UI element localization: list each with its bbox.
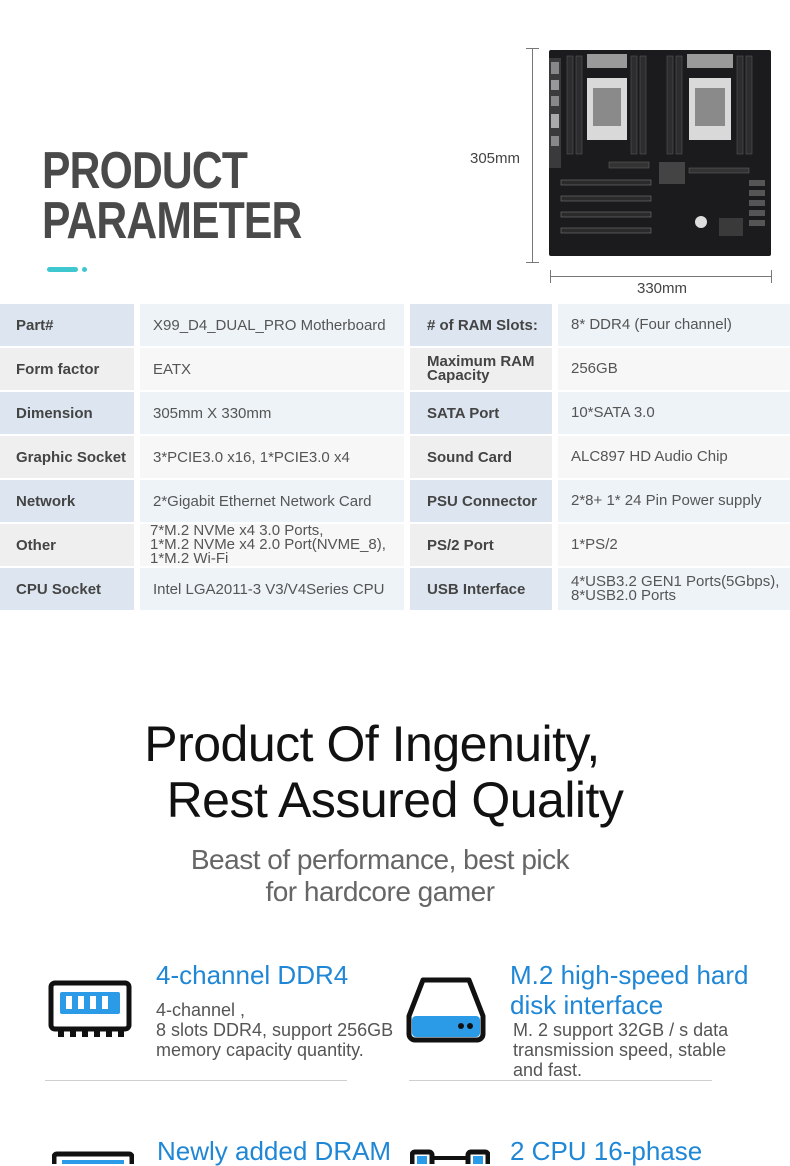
spec-label: SATA Port bbox=[410, 392, 552, 434]
spec-value: X99_D4_DUAL_PRO Motherboard bbox=[140, 304, 404, 346]
width-dimension-cap-left bbox=[550, 270, 551, 283]
ram-icon bbox=[48, 980, 132, 1038]
title-line-2: PARAMETER bbox=[42, 192, 302, 250]
spec-value: 2*Gigabit Ethernet Network Card bbox=[140, 480, 404, 522]
spec-label: CPU Socket bbox=[0, 568, 134, 610]
title-accent-dot bbox=[82, 267, 87, 272]
width-label: 330mm bbox=[637, 280, 688, 297]
title-line-1: PRODUCT bbox=[42, 142, 248, 200]
spec-value: 2*8+ 1* 24 Pin Power supply bbox=[558, 480, 790, 522]
table-row bbox=[0, 348, 790, 392]
section-title bbox=[42, 142, 358, 250]
heading-line-2: Rest Assured Quality bbox=[166, 772, 624, 828]
table-row bbox=[0, 480, 790, 524]
heading-line-1: Product Of Ingenuity, bbox=[144, 716, 600, 772]
spec-value: 7*M.2 NVMe x4 3.0 Ports, 1*M.2 NVMe x4 2.0 Port(NVME_8), 1*M.2 Wi-Fi bbox=[140, 524, 404, 566]
spec-label: Form factor bbox=[0, 348, 134, 390]
feature-title: Newly added DRAM bbox=[157, 1136, 392, 1166]
spec-label: # of RAM Slots: bbox=[410, 304, 552, 346]
feature-description: 4-channel , 8 slots DDR4, support 256GB memory capacity quantity. bbox=[156, 1000, 394, 1060]
height-dimension-cap-top bbox=[526, 48, 539, 49]
height-dimension-line bbox=[532, 48, 533, 262]
spec-value: 8* DDR4 (Four channel) bbox=[558, 304, 790, 346]
spec-label: Graphic Socket bbox=[0, 436, 134, 478]
spec-value: EATX bbox=[140, 348, 404, 390]
spec-label: PSU Connector bbox=[410, 480, 552, 522]
spec-label: PS/2 Port bbox=[410, 524, 552, 566]
spec-value: 10*SATA 3.0 bbox=[558, 392, 790, 434]
spec-value: 256GB bbox=[558, 348, 790, 390]
spec-label: Other bbox=[0, 524, 134, 566]
width-dimension-cap-right bbox=[771, 270, 772, 283]
table-row bbox=[0, 436, 790, 480]
spec-value: 305mm X 330mm bbox=[140, 392, 404, 434]
spec-label: Maximum RAM Capacity bbox=[410, 348, 552, 390]
dram-icon bbox=[52, 1150, 134, 1164]
feature-divider bbox=[45, 1080, 347, 1081]
table-row bbox=[0, 304, 790, 348]
feature-title: M.2 high-speed hard disk interface bbox=[510, 960, 749, 1020]
motherboard-image bbox=[549, 50, 771, 256]
spec-value: 3*PCIE3.0 x16, 1*PCIE3.0 x4 bbox=[140, 436, 404, 478]
title-accent-bar bbox=[47, 267, 78, 272]
spec-label: Network bbox=[0, 480, 134, 522]
spec-label: Part# bbox=[0, 304, 134, 346]
feature-title: 2 CPU 16-phase bbox=[510, 1136, 703, 1166]
table-row bbox=[0, 392, 790, 436]
spec-value: ALC897 HD Audio Chip bbox=[558, 436, 790, 478]
height-label: 305mm bbox=[470, 150, 521, 167]
tagline-line-2: for hardcore gamer bbox=[265, 876, 495, 907]
width-dimension-line bbox=[550, 276, 771, 277]
tagline-line-1: Beast of performance, best pick bbox=[190, 844, 570, 875]
feature-description: M. 2 support 32GB / s data transmission speed, stable and fast. bbox=[513, 1020, 729, 1080]
height-dimension-cap-bottom bbox=[526, 262, 539, 263]
quality-heading bbox=[0, 716, 790, 828]
feature-title: 4-channel DDR4 bbox=[156, 960, 349, 990]
spec-label: Sound Card bbox=[410, 436, 552, 478]
table-row bbox=[0, 568, 790, 612]
table-row bbox=[0, 524, 790, 568]
spec-value: Intel LGA2011-3 V3/V4Series CPU bbox=[140, 568, 404, 610]
spec-value: 1*PS/2 bbox=[558, 524, 790, 566]
spec-value: 4*USB3.2 GEN1 Ports(5Gbps), 8*USB2.0 Ports bbox=[558, 568, 790, 610]
power-phase-icon bbox=[410, 1148, 490, 1164]
spec-label: Dimension bbox=[0, 392, 134, 434]
spec-label: USB Interface bbox=[410, 568, 552, 610]
feature-divider bbox=[409, 1080, 712, 1081]
tagline bbox=[0, 844, 760, 908]
disk-icon bbox=[405, 976, 487, 1044]
